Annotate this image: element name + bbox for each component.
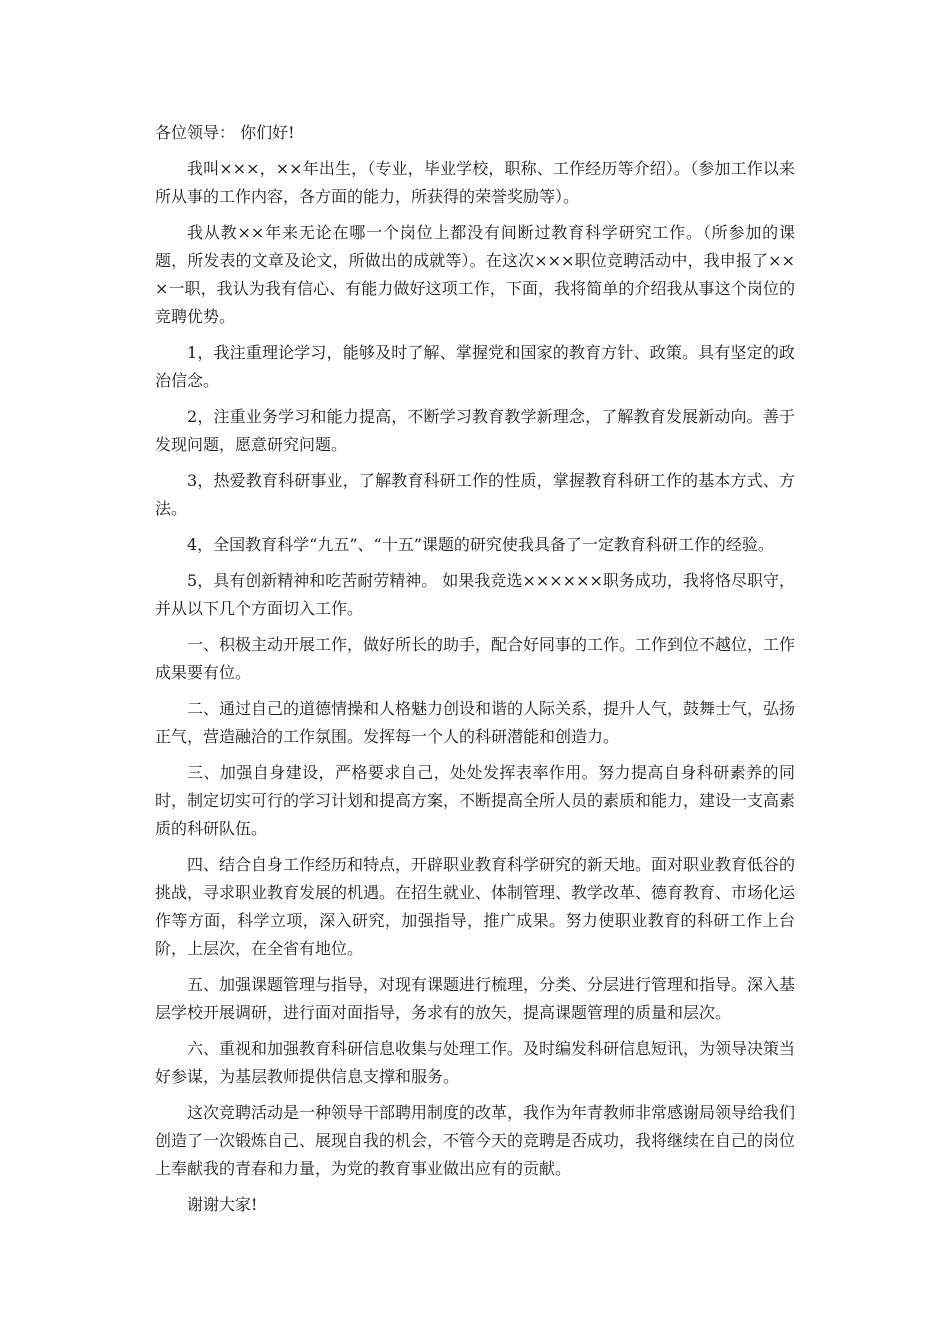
paragraph-intro: 我叫×××，××年出生，（专业，毕业学校，职称、工作经历等介绍）。（参加工作以来所从事的工作内容，各方面的能力，所获得的荣誉奖励等）。 — [155, 159, 795, 206]
paragraph-research-background: 我从教××年来无论在哪一个岗位上都没有间断过教育科学研究工作。（所参加的课题，所发表的文章及论文，所做出的成就等）。在这次×××职位竞聘活动中，我申报了×××一职，我认为我有信心、有能力做好这项工作，下面，我将简单的介绍我从事这个岗位的竞聘优势。 — [155, 223, 795, 326]
paragraph-strength-4: 4，全国教育科学“九五”、“十五”课题的研究使我具备了一定教育科研工作的经验。 — [187, 535, 774, 554]
paragraph-plan-1: 一、积极主动开展工作，做好所长的助手，配合好同事的工作。工作到位不越位，工作成果要有位。 — [155, 635, 796, 682]
paragraph-plan-6: 六、重视和加强教育科研信息收集与处理工作。及时编发科研信息短讯，为领导决策当好参谋，为基层教师提供信息支撑和服务。 — [155, 1039, 796, 1086]
document-body — [155, 119, 795, 1227]
paragraph-strength-3: 3，热爱教育科研事业，了解教育科研工作的性质，掌握教育科研工作的基本方式、方法。 — [155, 471, 795, 518]
paragraph-strength-5: 5，具有创新精神和吃苦耐劳精神。 如果我竞选××××××职务成功，我将恪尽职守，并从以下几个方面切入工作。 — [155, 571, 795, 618]
greeting-line: 各位领导： 你们好! — [155, 123, 295, 142]
paragraph-plan-4: 四、结合自身工作经历和特点，开辟职业教育科学研究的新天地。面对职业教育低谷的挑战，寻求职业教育发展的机遇。在招生就业、体制管理、教学改革、德育教育、市场化运作等方面，科学立项，深入研究，加强指导，推广成果。努力使职业教育的科研工作上台阶，上层次，在全省有地位。 — [155, 855, 796, 958]
paragraph-thanks: 谢谢大家! — [187, 1195, 258, 1214]
paragraph-strength-2: 2，注重业务学习和能力提高，不断学习教育教学新理念，了解教育发展新动向。善于发现问题，愿意研究问题。 — [155, 407, 795, 454]
paragraph-plan-5: 五、加强课题管理与指导，对现有课题进行梳理，分类、分层进行管理和指导。深入基层学校开展调研，进行面对面指导，务求有的放矢，提高课题管理的质量和层次。 — [155, 975, 796, 1022]
paragraph-strength-1: 1，我注重理论学习，能够及时了解、掌握党和国家的教育方针、政策。具有坚定的政治信念。 — [155, 343, 795, 390]
paragraph-conclusion: 这次竞聘活动是一种领导干部聘用制度的改革，我作为年青教师非常感谢局领导给我们创造了一次锻炼自己、展现自我的机会，不管今天的竞聘是否成功，我将继续在自己的岗位上奉献我的青春和力量，为党的教育事业做出应有的贡献。 — [155, 1103, 796, 1178]
paragraph-plan-3: 三、加强自身建设，严格要求自己，处处发挥表率作用。努力提高自身科研素养的同时，制定切实可行的学习计划和提高方案，不断提高全所人员的素质和能力，建设一支高素质的科研队伍。 — [155, 763, 796, 838]
paragraph-plan-2: 二、通过自己的道德情操和人格魅力创设和谐的人际关系，提升人气，鼓舞士气，弘扬正气，营造融洽的工作氛围。发挥每一个人的科研潜能和创造力。 — [155, 699, 796, 746]
